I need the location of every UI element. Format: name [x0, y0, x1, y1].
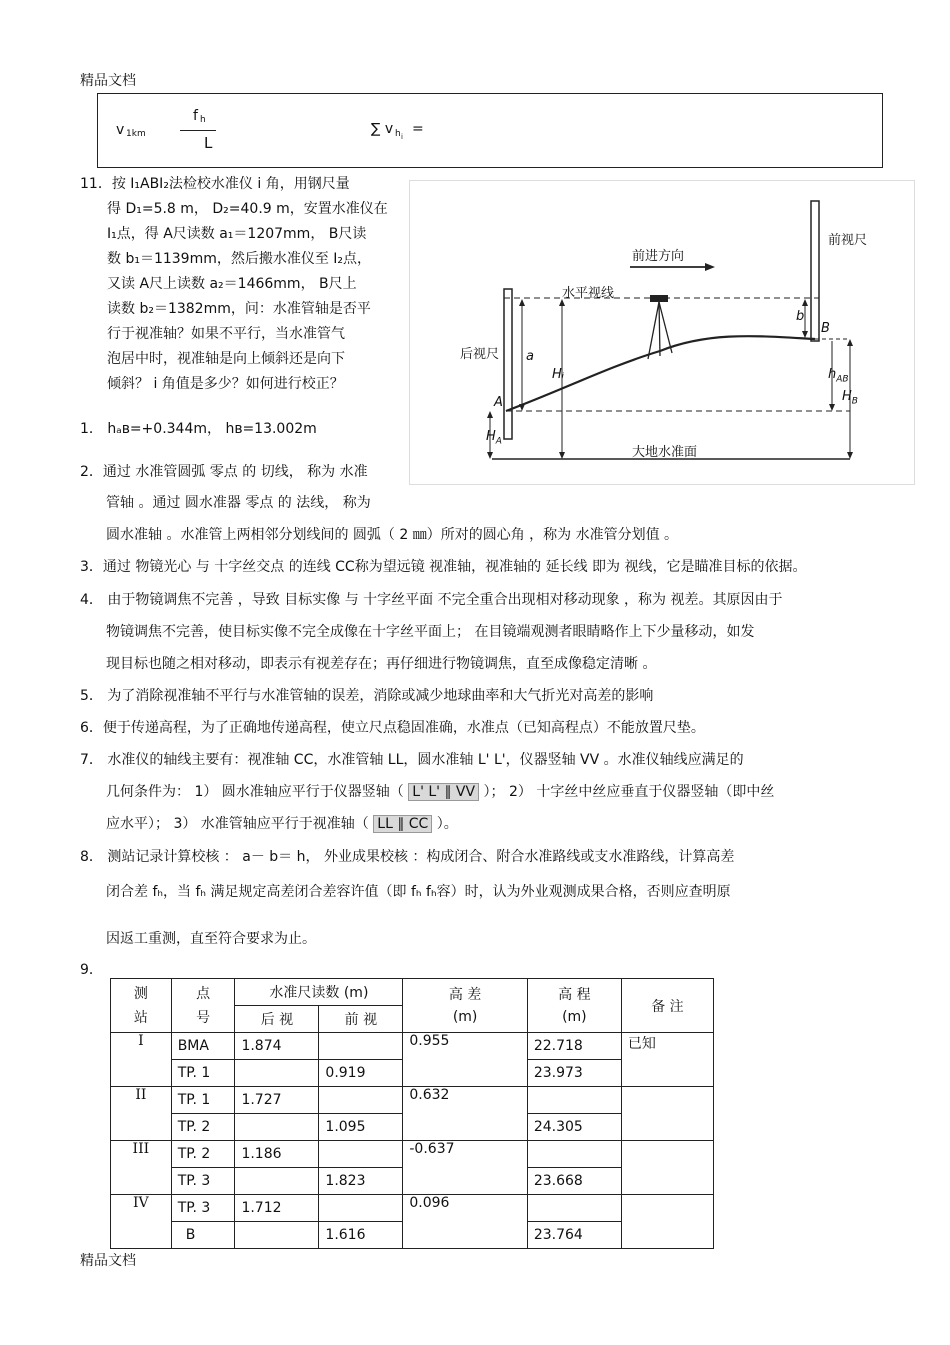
page-footer: 精品文档 — [80, 1253, 136, 1269]
table-row — [111, 1087, 714, 1114]
cell-station: I — [111, 1033, 172, 1087]
cell-front: 1.095 — [319, 1114, 403, 1141]
q11-line: 行于视准轴？如果不平行，当水准管气 — [107, 326, 345, 342]
cell-front: 0.919 — [319, 1060, 403, 1087]
th-diff — [403, 979, 527, 1033]
back-staff-label: 后视尺 — [460, 347, 500, 362]
label-A: A — [494, 395, 503, 410]
answer-7-cond-3: 应水平）； 3） 水准管轴应平行于视准轴（ — [106, 816, 369, 832]
cell-front — [319, 1087, 403, 1114]
formula-eq: = — [412, 121, 424, 137]
level-instrument — [650, 295, 668, 302]
th-reading: 水准尺读数 (m) — [235, 979, 403, 1006]
label-HA — [486, 429, 502, 447]
answer-7-cond-2: ）； 2） 十字丝中丝应垂直于仪器竖轴（即中丝 — [483, 784, 775, 800]
leveling-diagram — [409, 180, 915, 485]
cell-elev — [527, 1087, 621, 1114]
th-front: 前 视 — [319, 1006, 403, 1033]
cell-diff: -0.637 — [403, 1141, 527, 1195]
th-diff-unit: (m) — [452, 1008, 478, 1025]
answer-7-line-2 — [106, 781, 774, 801]
cell-elev: 23.668 — [527, 1168, 621, 1195]
label-B: B — [821, 321, 830, 336]
label-hAB-sub: AB — [836, 374, 849, 385]
cell-front — [319, 1195, 403, 1222]
answer-7-line-3 — [106, 813, 458, 833]
th-point: 点 号 — [171, 979, 235, 1033]
answer-7-cond-1: 几何条件为： 1） 圆水准轴应平行于仪器竖轴（ — [106, 784, 404, 800]
q11-line: 数 b₁＝1139mm，然后搬水准仪至 I₂点， — [107, 251, 372, 267]
cell-station: III — [111, 1141, 172, 1195]
cell-note — [621, 1141, 713, 1195]
formula-sum-sub2: i — [401, 133, 403, 141]
cell-elev: 23.973 — [527, 1060, 621, 1087]
answer-2-line-3: 圆水准轴 。水准管上两相邻分划线间的 圆弧（ 2 ㎜）所对的圆心角 ，称为 水准管分划值 。 — [106, 527, 679, 543]
answer-4-line-2: 物镜调焦不完善，使目标实像不完全成像在十字丝平面上； 在目镜端观测者眼睛略作上下少量移动，如发 — [106, 624, 755, 640]
cell-elev — [527, 1195, 621, 1222]
answer-2-line-1: 2．通过 水准管圆弧 零点 的 切线， 称为 水准 — [80, 464, 368, 480]
datum-label: 大地水准面 — [632, 445, 698, 460]
formula-frac-den: L — [204, 134, 213, 152]
label-HB-main: H — [842, 389, 852, 404]
cell-back — [235, 1060, 319, 1087]
answer-7-end: ）。 — [436, 816, 458, 832]
cell-front: 1.616 — [319, 1222, 403, 1249]
q11-line: 读数 b₂＝1382mm，问：水准管轴是否平 — [107, 301, 371, 317]
label-Hi: Hᵢ — [552, 367, 565, 382]
cell-diff: 0.096 — [403, 1195, 527, 1249]
label-HA-sub: A — [495, 436, 502, 447]
th-back: 后 视 — [235, 1006, 319, 1033]
q11-line: 泡居中时，视准轴是向上倾斜还是向下 — [107, 351, 345, 367]
cell-point: TP. 2 — [171, 1141, 235, 1168]
th-elev-label: 高 程 — [558, 986, 591, 1003]
cell-station: IV — [111, 1195, 172, 1249]
th-station: 测 站 — [111, 979, 172, 1033]
answer-1: 1． hₐʙ=+0.344m， hʙ=13.002m — [80, 421, 317, 437]
cell-front — [319, 1141, 403, 1168]
cell-back: 1.874 — [235, 1033, 319, 1060]
cell-back: 1.727 — [235, 1087, 319, 1114]
cell-back: 1.186 — [235, 1141, 319, 1168]
formula-frac-num-sub: h — [200, 115, 206, 125]
cell-point: TP. 2 — [171, 1114, 235, 1141]
cell-point: TP. 1 — [171, 1087, 235, 1114]
horizontal-line-label: 水平视线 — [562, 286, 615, 301]
cell-diff: 0.955 — [403, 1033, 527, 1087]
cell-point: TP. 3 — [171, 1168, 235, 1195]
cell-elev: 24.305 — [527, 1114, 621, 1141]
formula-box — [97, 93, 883, 168]
q11-line: 11．按 I₁ABI₂法检校水准仪 i 角，用钢尺量 — [80, 176, 350, 192]
cell-elev: 22.718 — [527, 1033, 621, 1060]
label-b: b — [796, 309, 805, 324]
cell-front: 1.823 — [319, 1168, 403, 1195]
cell-note: 已知 — [621, 1033, 713, 1087]
label-HB — [842, 389, 858, 407]
cell-elev: 23.764 — [527, 1222, 621, 1249]
cell-back — [235, 1114, 319, 1141]
formula-sum-sub: h — [395, 129, 401, 139]
formula-frac-num: f — [193, 108, 198, 124]
q11-line: 倾斜？ i 角值是多少？如何进行校正？ — [107, 376, 344, 392]
cell-back: 1.712 — [235, 1195, 319, 1222]
cell-note — [621, 1195, 713, 1249]
formula-sum: ∑ v — [371, 121, 394, 137]
fraction-bar — [180, 130, 216, 131]
cell-station: II — [111, 1087, 172, 1141]
answer-8-line-3: 因返工重测，直至符合要求为止。 — [106, 931, 316, 947]
formula-v-sub: 1km — [126, 129, 146, 139]
q11-line: I₁点，得 A尺读数 a₁＝1207mm， B尺读 — [107, 226, 367, 242]
answer-5: 5． 为了消除视准轴不平行与水准管轴的误差，消除或减少地球曲率和大气折光对高差的影响 — [80, 688, 654, 704]
cell-back — [235, 1168, 319, 1195]
cell-note — [621, 1087, 713, 1141]
cell-front — [319, 1033, 403, 1060]
th-note: 备 注 — [621, 979, 713, 1033]
cell-point: TP. 3 — [171, 1195, 235, 1222]
answer-4-line-3: 现目标也随之相对移动，即表示有视差存在；再仔细进行物镜调焦，直至成像稳定清晰 。 — [106, 656, 657, 672]
th-elev-unit: (m) — [562, 1008, 587, 1025]
table-row — [111, 1033, 714, 1060]
answer-7-line-1: 7． 水准仪的轴线主要有：视准轴 CC，水准管轴 LL，圆水准轴 L' L'，仪器竖轴 VV 。水准仪轴线应满足的 — [80, 752, 744, 768]
th-diff-label: 高 差 — [448, 986, 482, 1003]
answer-6: 6．便于传递高程，为了正确地传递高程，使立尺点稳固准确，水准点（已知高程点）不能放置尺垫。 — [80, 720, 705, 736]
back-staff — [504, 289, 512, 439]
front-staff — [811, 201, 819, 341]
answer-9: 9． — [80, 962, 103, 978]
label-hAB-main: h — [828, 367, 837, 382]
answer-3: 3．通过 物镜光心 与 十字丝交点 的连线 CC称为望远镜 视准轴，视准轴的 延长线 即为 视线，它是瞄准目标的依据。 — [80, 559, 807, 575]
cell-back — [235, 1222, 319, 1249]
q11-line: 得 D₁=5.8 m， D₂=40.9 m，安置水准仪在 — [107, 201, 388, 217]
cell-diff: 0.632 — [403, 1087, 527, 1141]
answer-8-line-2: 闭合差 fₕ，当 fₕ 满足规定高差闭合差容许值（即 fₕ fₕ容）时，认为外业观测成果合格，否则应查明原 — [106, 884, 731, 900]
question-11 — [80, 172, 388, 397]
cell-point: TP. 1 — [171, 1060, 235, 1087]
answer-4-line-1: 4． 由于物镜调焦不完善 ，导致 目标实像 与 十字丝平面 不完全重合出现相对移动现象 ，称为 视差。其原因由于 — [80, 592, 783, 608]
table-row — [111, 1195, 714, 1222]
front-staff-label: 前视尺 — [828, 233, 868, 248]
cell-elev — [527, 1141, 621, 1168]
th-elev — [527, 979, 621, 1033]
table-row — [111, 1141, 714, 1168]
answer-8-line-1: 8． 测站记录计算校核 ： a－ b＝ h， 外业成果校核 ：构成闭合、附合水准路线或支水准路线，计算高差 — [80, 849, 735, 865]
label-HB-sub: B — [851, 396, 858, 407]
page-header: 精品文档 — [80, 73, 136, 89]
label-HA-main: H — [486, 429, 496, 444]
label-a: a — [526, 349, 534, 364]
answer-7-highlight-1: L' L' ∥ VV — [408, 783, 479, 801]
answer-7-highlight-2: LL ∥ CC — [373, 815, 432, 833]
leveling-table — [110, 978, 714, 1249]
forward-label: 前进方向 — [632, 249, 685, 264]
formula-v: v — [116, 122, 125, 138]
answer-2-line-2: 管轴 。通过 圆水准器 零点 的 法线， 称为 — [106, 495, 371, 511]
cell-point: B — [171, 1222, 235, 1249]
cell-point: BMA — [171, 1033, 235, 1060]
q11-line: 又读 A尺上读数 a₂＝1466mm， B尺上 — [107, 276, 357, 292]
label-hAB — [828, 367, 849, 385]
